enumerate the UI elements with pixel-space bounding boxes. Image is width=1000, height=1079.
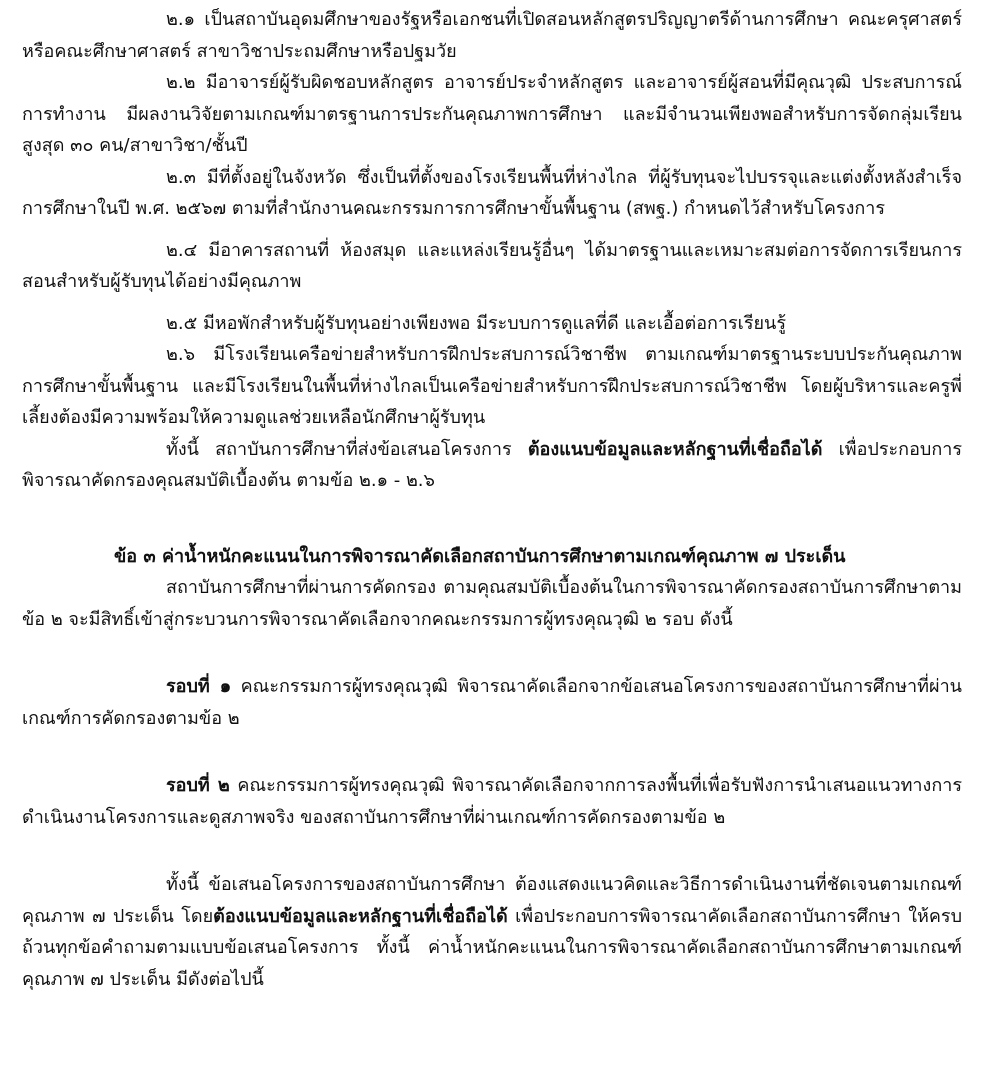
round-1-label: รอบที่ ๑ [166, 676, 232, 697]
criterion-text: มีที่ตั้งอยู่ในจังหวัด ซึ่งเป็นที่ตั้งของโรงเรียนพื้นที่ห่างไกล ที่ผู้รับทุนจะไปบรรจุและแต่งตั้งหลังสำเร็จการศึกษาในปี พ.ศ. ๒๕๖๗ ตามที่สำนักงานคณะกรรมการการศึกษาขั้นพื้นฐาน (สพฐ.) กำหนดไว้สำหรับโครงการ [22, 166, 962, 219]
criterion-2-5 [22, 308, 962, 340]
note-emphasis: ต้องแนบข้อมูลและหลักฐานที่เชื่อถือได้ [213, 905, 508, 927]
criterion-2-4 [22, 235, 962, 298]
criterion-text: เป็นสถาบันอุดมศึกษาของรัฐหรือเอกชนที่เปิดสอนหลักสูตรปริญญาตรีด้านการศึกษา คณะครุศาสตร์ หรือคณะศึกษาศาสตร์ สาขาวิชาประถมศึกษาหรือปฐมวัย [22, 9, 962, 62]
note-tail: เพื่อประกอบการพิจารณาคัดเลือกสถาบันการศึกษา ให้ครบถ้วนทุกข้อคำถามตามแบบข้อเสนอโครงการ ทั้งนี้ ค่าน้ำหนักคะแนนในการพิจารณาคัดเลือกสถาบันการศึกษาตามเกณฑ์คุณภาพ ๗ ประเด็น มีดังต่อไปนี้ [22, 905, 962, 990]
criterion-text: มีโรงเรียนเครือข่ายสำหรับการฝึกประสบการณ์วิชาชีพ ตามเกณฑ์มาตรฐานระบบประกันคุณภาพการศึกษาขั้นพื้นฐาน และมีโรงเรียนในพื้นที่ห่างไกลเป็นเครือข่ายสำหรับการฝึกประสบการณ์วิชาชีพ โดยผู้บริหารและครูพี่เลี้ยงต้องมีความพร้อมให้ความดูแลช่วยเหลือนักศึกษาผู้รับทุน [22, 344, 962, 428]
note-tail: เพื่อประกอบการพิจารณาคัดกรองคุณสมบัติเบื้องต้น ตามข้อ ๒.๑ - ๒.๖ [22, 438, 962, 491]
criterion-number: ๒.๕ [166, 312, 203, 334]
criterion-number: ๒.๓ [166, 166, 207, 188]
criterion-number: ๒.๑ [166, 9, 205, 30]
note-lead: ทั้งนี้ ข้อเสนอโครงการของสถาบันการศึกษา ต้องแสดงแนวคิดและวิธีการดำเนินงานที่ชัดเจนตามเกณฑ์คุณภาพ ๗ ประเด็น โดย [22, 874, 962, 927]
criterion-text: มีหอพักสำหรับผู้รับทุนอย่างเพียงพอ มีระบบการดูแลที่ดี และเอื้อต่อการเรียนรู้ [202, 312, 787, 334]
criterion-text: มีอาจารย์ผู้รับผิดชอบหลักสูตร อาจารย์ประจำหลักสูตร และอาจารย์ผู้สอนที่มีคุณวุฒิ ประสบการณ์การทำงาน มีผลงานวิจัยตามเกณฑ์มาตรฐานการประกันคุณภาพการศึกษา และมีจำนวนเพียงพอสำหรับการจัดกลุ่มเรียนสูงสุด ๓๐ คน/สาขาวิชา/ชั้นปี [22, 72, 962, 156]
round-2 [22, 770, 962, 833]
section-3-intro: สถาบันการศึกษาที่ผ่านการคัดกรอง ตามคุณสมบัติเบื้องต้นในการพิจารณาคัดกรองสถาบันการศึกษาตามข้อ ๒ จะมีสิทธิ์เข้าสู่กระบวนการพิจารณาคัดเลือกจากคณะกรรมการผู้ทรงคุณวุฒิ ๒ รอบ ดังนี้ [22, 577, 962, 630]
criterion-2-3 [22, 162, 962, 225]
section-3-heading: ข้อ ๓ ค่าน้ำหนักคะแนนในการพิจารณาคัดเลือกสถาบันการศึกษาตามเกณฑ์คุณภาพ ๗ ประเด็น [114, 545, 846, 567]
note-lead: ทั้งนี้ สถาบันการศึกษาที่ส่งข้อเสนอโครงการ [166, 438, 528, 460]
criterion-2-1 [22, 4, 962, 67]
criterion-2-2 [22, 67, 962, 162]
screening-note [22, 434, 962, 497]
criterion-number: ๒.๒ [166, 72, 206, 93]
section-3-note [22, 869, 962, 995]
round-2-label: รอบที่ ๒ [166, 775, 230, 796]
criterion-number: ๒.๔ [166, 239, 209, 261]
criterion-number: ๒.๖ [166, 344, 214, 365]
round-1-text: คณะกรรมการผู้ทรงคุณวุฒิ พิจารณาคัดเลือกจากข้อเสนอโครงการของสถาบันการศึกษาที่ผ่านเกณฑ์การคัดกรองตามข้อ ๒ [22, 676, 962, 729]
criterion-2-6 [22, 339, 962, 434]
note-emphasis: ต้องแนบข้อมูลและหลักฐานที่เชื่อถือได้ [527, 438, 823, 460]
round-2-text: คณะกรรมการผู้ทรงคุณวุฒิ พิจารณาคัดเลือกจากการลงพื้นที่เพื่อรับฟังการนำเสนอแนวทางการดำเนินงานโครงการและดูสภาพจริง ของสถาบันการศึกษาที่ผ่านเกณฑ์การคัดกรองตามข้อ ๒ [22, 775, 963, 828]
criterion-text: มีอาคารสถานที่ ห้องสมุด และแหล่งเรียนรู้อื่นๆ ได้มาตรฐานและเหมาะสมต่อการจัดการเรียนการสอนสำหรับผู้รับทุนได้อย่างมีคุณภาพ [22, 239, 962, 292]
round-1 [22, 671, 962, 734]
